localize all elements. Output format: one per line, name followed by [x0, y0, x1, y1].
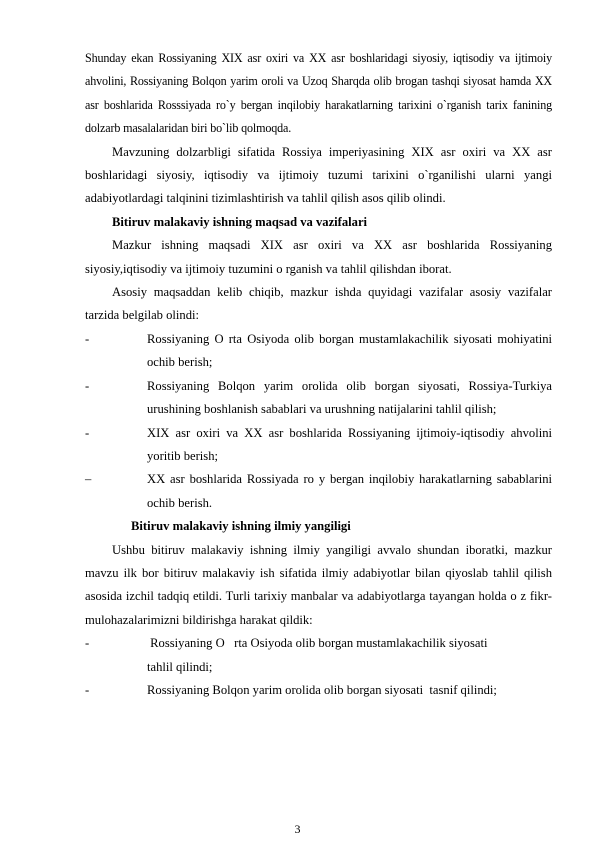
paragraph-tasks-intro: Asosiy maqsaddan kelib chiqib, mazkur ishda quyidagi vazifalar asosiy vazifalar tarzida belgilab olindi:	[85, 285, 552, 323]
paragraph-goal: Mazkur ishning maqsadi XIX asr oxiri va XX asr boshlarida Rossiyaning siyosiy,iqtisodiy va ijtimoiy tuzumini o rganish va tahlil qilishdan iborat.	[85, 238, 552, 276]
heading-goals-and-tasks: Bitiruv malakaviy ishning maqsad va vazifalari	[112, 214, 368, 229]
list-dash: -	[85, 425, 90, 440]
list-item-text: Rossiyaning O rta Osiyoda olib borgan mustamlakachilik siyosati tahlil qilindi;	[147, 636, 491, 674]
list-dash: -	[85, 331, 90, 346]
paragraph-topic-relevance: Mavzuning dolzarbligi sifatida Rossiya imperiyasining XIX asr oxiri va XX asr boshlaridagi siyosiy, iqtisodiy va ijtimoiy tuzumi tarixini o`rganilishi ularni yangi adabiyotlardagi talqinini tizimlashtirish va tahlil qilish asos qilib olindi.	[85, 144, 552, 206]
list-item	[85, 632, 552, 679]
list-item	[85, 468, 552, 515]
list-dash: –	[85, 472, 92, 487]
list-dash: -	[85, 682, 90, 697]
page-number: 3	[294, 822, 301, 836]
list-item	[85, 328, 552, 375]
list-item-text: Rossiyaning Bolqon yarim orolida olib borgan siyosati, Rossiya-Turkiya urushining boshlanish sabablari va urushning natijalarini tahlil qilish;	[147, 378, 552, 417]
paragraph-relevance-intro: Shunday ekan Rossiyaning XIX asr oxiri va XX asr boshlaridagi siyosiy, iqtisodiy va ijtimoiy ahvolini, Rossiyaning Bolqon yarim oroli va Uzoq Sharqda olib brogan tashqi siyosat hamda XX asr boshlarida Rosssiyada ro`y bergan inqilobiy harakatlarning tarixini o`rganish tarix fanining dolzarb masalalaridan biri bo`lib qolmoqda.	[85, 51, 552, 136]
tasks-list	[85, 328, 552, 515]
list-item	[85, 375, 552, 422]
list-item	[85, 679, 552, 702]
heading-scientific-novelty: Bitiruv malakaviy ishning ilmiy yangiligi	[131, 519, 351, 534]
list-dash: -	[85, 636, 90, 651]
list-item-text: XX asr boshlarida Rossiyada ro y bergan inqilobiy harakatlarning sabablarini ochib berish.	[147, 472, 552, 510]
list-item-text: XIX asr oxiri va XX asr boshlarida Rossiyaning ijtimoiy-iqtisodiy ahvolini yoritib berish;	[147, 425, 552, 463]
list-item-text: Rossiyaning O rta Osiyoda olib borgan mustamlakachilik siyosati mohiyatini ochib berish;	[147, 331, 552, 370]
novelty-list	[85, 632, 552, 702]
list-dash: -	[85, 378, 90, 393]
paragraph-novelty: Ushbu bitiruv malakaviy ishning ilmiy yangiligi avvalo shundan iboratki, mazkur mavzu ilk bor bitiruv malakaviy ish sifatida ilmiy adabiyotlar bilan qiyoslab tahlil qilish asosida izchil tadqiq etildi. Turli tarixiy manbalar va adabiyotlarga tayangan holda o z fikr-mulohazalarimizni bildirishga harakat qildik:	[85, 542, 552, 627]
list-item	[85, 422, 552, 469]
list-item-text: Rossiyaning Bolqon yarim orolida olib borgan siyosati tasnif qilindi;	[147, 682, 497, 697]
page-content	[85, 47, 552, 702]
